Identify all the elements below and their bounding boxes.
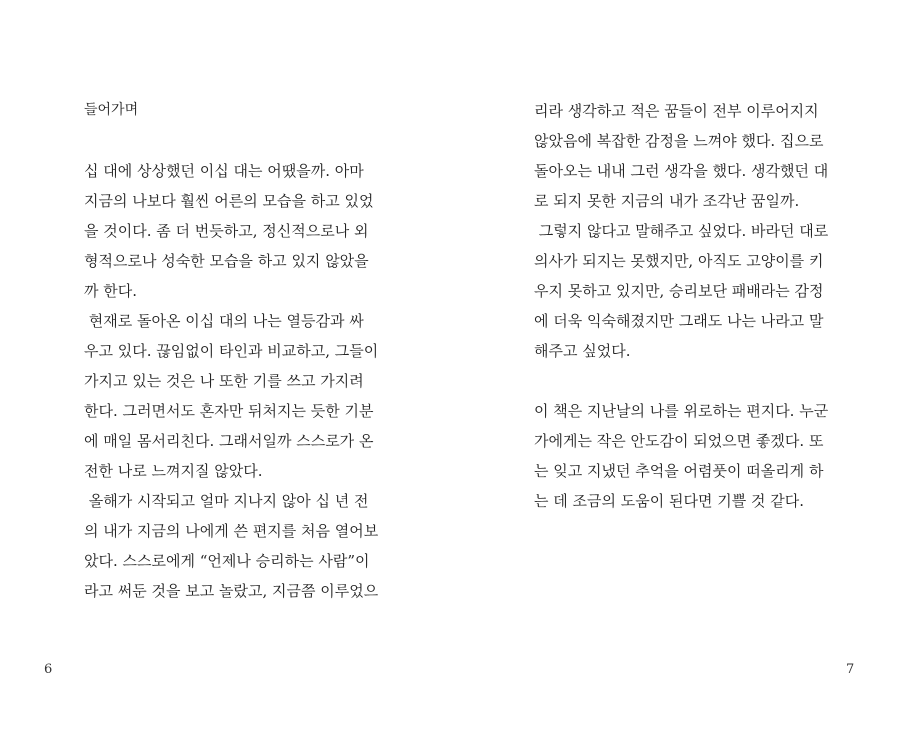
text-line: 는 데 조금의 도움이 된다면 기쁠 것 같다. [534, 492, 804, 510]
text-line: 로 되지 못한 지금의 내가 조각난 꿈일까. [534, 192, 800, 210]
text-line: 까 한다. [84, 282, 138, 300]
body-text-left [84, 156, 378, 606]
text-line: 는 잊고 지냈던 추억을 어렴풋이 떠올리게 하 [534, 462, 824, 480]
text-line: 가에게는 작은 안도감이 되었으면 좋겠다. 또 [534, 432, 824, 450]
text-line: 형적으로나 성숙한 모습을 하고 있지 않았을 [84, 252, 369, 270]
body-text-right [534, 96, 828, 516]
text-line: 현재로 돌아온 이십 대의 나는 열등감과 싸 [84, 312, 364, 330]
page-number: 6 [44, 662, 53, 677]
right-page [450, 0, 900, 730]
text-line: 지금의 나보다 훨씬 어른의 모습을 하고 있었 [84, 192, 374, 210]
text-line: 의사가 되지는 못했지만, 아직도 고양이를 키 [534, 252, 824, 270]
text-line: 않았음에 복잡한 감정을 느껴야 했다. 집으로 [534, 132, 824, 150]
text-line: 전한 나로 느껴지질 않았다. [84, 462, 263, 480]
section-heading: 들어가며 [84, 102, 139, 118]
text-line: 리라 생각하고 적은 꿈들이 전부 이루어지지 [534, 102, 819, 120]
page-number: 7 [846, 662, 855, 677]
text-line: 이 책은 지난날의 나를 위로하는 편지다. 누군 [534, 402, 829, 420]
text-line: 돌아오는 내내 그런 생각을 했다. 생각했던 대 [534, 162, 829, 180]
text-line: 에 더욱 익숙해졌지만 그래도 나는 나라고 말 [534, 312, 824, 330]
text-line: 았다. 스스로에게 “언제나 승리하는 사람”이 [84, 552, 370, 570]
text-line: 가지고 있는 것은 나 또한 기를 쓰고 가지려 [84, 372, 364, 390]
text-line: 십 대에 상상했던 이십 대는 어땠을까. 아마 [84, 162, 364, 180]
text-line: 에 매일 몸서리친다. 그래서일까 스스로가 온 [84, 432, 374, 450]
text-line: 의 내가 지금의 나에게 쓴 편지를 처음 열어보 [84, 522, 379, 540]
text-line: 그렇지 않다고 말해주고 싶었다. 바라던 대로 [534, 222, 829, 240]
text-line: 우고 있다. 끊임없이 타인과 비교하고, 그들이 [84, 342, 379, 360]
text-line: 해주고 싶었다. [534, 342, 631, 360]
text-line: 한다. 그러면서도 혼자만 뒤처지는 듯한 기분 [84, 402, 374, 420]
paragraph-gap [534, 366, 828, 396]
text-line: 을 것이다. 좀 더 번듯하고, 정신적으로나 외 [84, 222, 369, 240]
text-line: 라고 써둔 것을 보고 놀랐고, 지금쯤 이루었으 [84, 582, 379, 600]
text-line: 우지 못하고 있지만, 승리보단 패배라는 감정 [534, 282, 824, 300]
text-line: 올해가 시작되고 얼마 지나지 않아 십 년 전 [84, 492, 369, 510]
